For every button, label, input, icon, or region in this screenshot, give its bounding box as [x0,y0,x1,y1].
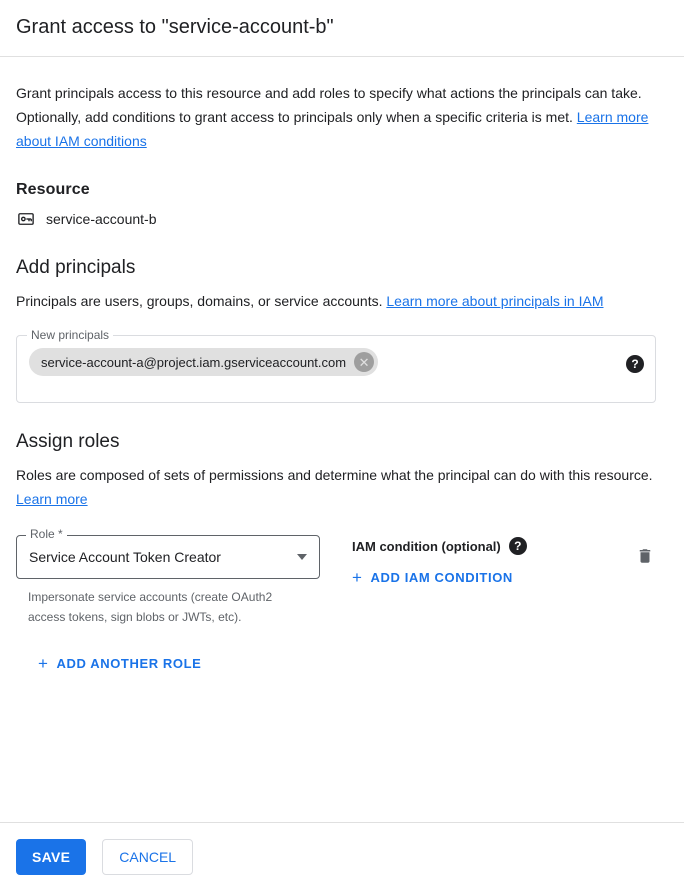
role-row [16,527,668,627]
assign-roles-heading: Assign roles [16,431,120,452]
dialog-header [0,0,684,57]
chevron-down-icon [297,554,307,560]
add-another-role-row [16,655,668,674]
add-principals-text: Principals are users, groups, domains, or service accounts. [16,293,387,309]
role-select-label: Role * [26,527,67,541]
save-button[interactable]: SAVE [16,839,86,875]
dialog-body [0,81,684,674]
resource-heading: Resource [16,181,90,198]
new-principals-label: New principals [27,328,113,342]
add-another-role-button[interactable] [38,655,201,672]
resource-row [16,209,668,229]
condition-label: IAM condition (optional) [352,538,501,554]
learn-more-link[interactable]: Learn more [16,491,88,507]
intro-paragraph [16,81,664,153]
cancel-button[interactable]: CANCEL [102,839,193,875]
role-select-value: Service Account Token Creator [29,549,221,565]
principal-chip-label: service-account-a@project.iam.gserviceaccount.com [41,354,347,370]
add-iam-condition-button[interactable] [352,569,513,586]
iam-conditions-link[interactable]: Learn more about IAM conditions [16,109,649,149]
role-description: Impersonate service accounts (create OAuth2 access tokens, sign blobs or JWTs, etc). [28,590,273,624]
add-iam-condition-label: ADD IAM CONDITION [370,570,513,585]
assign-roles-text: Roles are composed of sets of permissions and determine what the principal can do with this resource. [16,467,653,483]
dialog-footer [0,822,684,891]
resource-name: service-account-b [46,211,157,227]
help-icon[interactable]: ? [626,355,644,373]
new-principals-input[interactable] [16,328,656,403]
principals-in-iam-link[interactable]: Learn more about principals in IAM [386,293,604,309]
assign-roles-description [16,463,664,511]
delete-role-column [570,535,668,570]
principal-chip[interactable] [29,348,378,376]
role-select-wrapper [16,527,320,579]
help-icon[interactable]: ? [509,537,527,555]
intro-text: Grant principals access to this resource and add roles to specify what actions the principals can take. Optionally, add conditions to grant access to principals only when a specific criteria is met. [16,85,642,125]
new-principals-field [16,328,656,403]
add-principals-heading: Add principals [16,257,136,278]
plus-icon: + [38,654,49,673]
add-another-role-label: ADD ANOTHER ROLE [56,656,202,671]
condition-column [320,535,570,588]
plus-icon: + [352,568,363,587]
condition-header [352,537,570,555]
add-principals-description [16,289,664,313]
trash-icon[interactable] [636,547,654,570]
page-title: Grant access to "service-account-b" [16,16,334,38]
service-account-icon [16,209,36,229]
role-column [16,527,320,627]
role-select[interactable] [16,535,320,579]
close-icon[interactable]: ✕ [354,352,374,372]
